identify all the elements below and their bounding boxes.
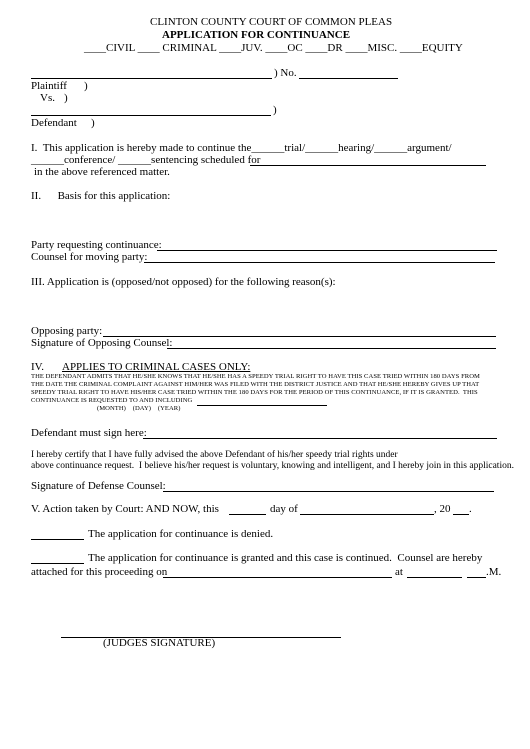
fine-print-line2: THE DATE THE CRIMINAL COMPLAINT AGAINST HIM/HER WAS FILED WITH THE DISTRICT JUSTICE AND THAT HE/SHE HEREBY GIVES UP THAT	[31, 381, 480, 388]
certify-line2: above continuance request. I believe his/her request is voluntary, knowing and intelligent, and I hereby join in this application.	[31, 461, 514, 471]
form-title: APPLICATION FOR CONTINUANCE	[162, 29, 351, 41]
party-requesting-line[interactable]	[157, 250, 497, 251]
case-number-line[interactable]	[299, 78, 398, 79]
counsel-moving-label: Counsel for moving party:	[31, 251, 148, 263]
defendant-name-line[interactable]	[31, 115, 271, 116]
denied-checkline[interactable]	[31, 539, 84, 540]
section1-line3: in the above referenced matter.	[34, 166, 170, 178]
case-number-label: ) No.	[274, 67, 297, 79]
granted-checkline[interactable]	[31, 563, 84, 564]
section4-numeral: IV.	[31, 361, 44, 373]
court-name: CLINTON COUNTY COURT OF COMMON PLEAS	[150, 16, 393, 28]
scheduled-for-line[interactable]	[250, 165, 486, 166]
date-caption: (MONTH) (DAY) (YEAR)	[97, 405, 181, 412]
defendant-label: Defendant	[31, 117, 77, 129]
case-type-options[interactable]: ____CIVIL ____ CRIMINAL ____JUV. ____OC ____DR ____MISC. ____EQUITY	[84, 42, 463, 54]
attached-meridiem: .M.	[486, 566, 502, 578]
certify-line1: I hereby certify that I have fully advised the above Defendant of his/her speedy trial rights under	[31, 450, 398, 460]
plaintiff-paren: )	[84, 80, 88, 92]
section1-line2: ______conference/ ______sentencing scheduled for	[31, 154, 261, 166]
proceeding-ampm-line[interactable]	[467, 577, 486, 578]
court-action-day-line[interactable]	[229, 514, 266, 515]
versus-label: Vs.	[40, 92, 55, 104]
judge-signature-label: (JUDGES SIGNATURE)	[103, 637, 216, 649]
defense-signature-line[interactable]	[163, 491, 494, 492]
proceeding-date-line[interactable]	[163, 577, 392, 578]
proceeding-time-line[interactable]	[407, 577, 462, 578]
court-action-label: V. Action taken by Court: AND NOW, this	[31, 503, 219, 515]
plaintiff-name-line[interactable]	[31, 78, 272, 79]
versus-paren: )	[64, 92, 68, 104]
plaintiff-label: Plaintiff	[31, 80, 67, 92]
court-action-month-line[interactable]	[300, 514, 434, 515]
court-action-year-line[interactable]	[453, 514, 469, 515]
fine-print-line3: SPEEDY TRIAL RIGHT TO HAVE HIS/HER CASE TRIED WITHIN THE 180 DAYS FOR THE PERIOD OF THIS CONTINUANCE, IF IT IS GRANTED. THIS	[31, 389, 478, 396]
attached-label: attached for this proceeding on	[31, 566, 168, 578]
defendant-paren: )	[91, 117, 95, 129]
court-action-period: .	[469, 503, 472, 515]
continuance-date-line[interactable]	[197, 405, 327, 406]
counsel-moving-line[interactable]	[144, 262, 495, 263]
defendant-sign-label: Defendant must sign here:	[31, 427, 147, 439]
opposing-party-label: Opposing party:	[31, 325, 103, 337]
granted-text: The application for continuance is granted and this case is continued. Counsel are hereby	[88, 552, 483, 564]
fine-print-line4: CONTINUANCE IS REQUESTED TO AND INCLUDING	[31, 397, 193, 404]
section2-heading: II. Basis for this application:	[31, 190, 171, 202]
defendant-signature-line[interactable]	[143, 438, 497, 439]
section4-heading: APPLIES TO CRIMINAL CASES ONLY:	[62, 361, 251, 373]
party-requesting-label: Party requesting continuance:	[31, 239, 162, 251]
section1-line1: I. This application is hereby made to continue the______trial/______hearing/______argument/	[31, 142, 452, 154]
opposing-counsel-signature-line[interactable]	[167, 348, 496, 349]
court-action-dayof: day of	[270, 503, 298, 515]
opposing-counsel-signature-label: Signature of Opposing Counsel:	[31, 337, 173, 349]
fine-print-line1: THE DEFENDANT ADMITS THAT HE/SHE KNOWS THAT HE/SHE HAS A SPEEDY TRIAL RIGHT TO HAVE THIS CASE TRIED WITHIN 180 DAYS FROM	[31, 373, 480, 380]
attached-at: at	[395, 566, 403, 578]
section3-heading: III. Application is (opposed/not opposed) for the following reason(s):	[31, 276, 336, 288]
court-action-year-prefix: , 20	[434, 503, 451, 515]
defense-signature-label: Signature of Defense Counsel:	[31, 480, 166, 492]
denied-text: The application for continuance is denied.	[88, 528, 274, 540]
caption-paren: )	[273, 104, 277, 116]
